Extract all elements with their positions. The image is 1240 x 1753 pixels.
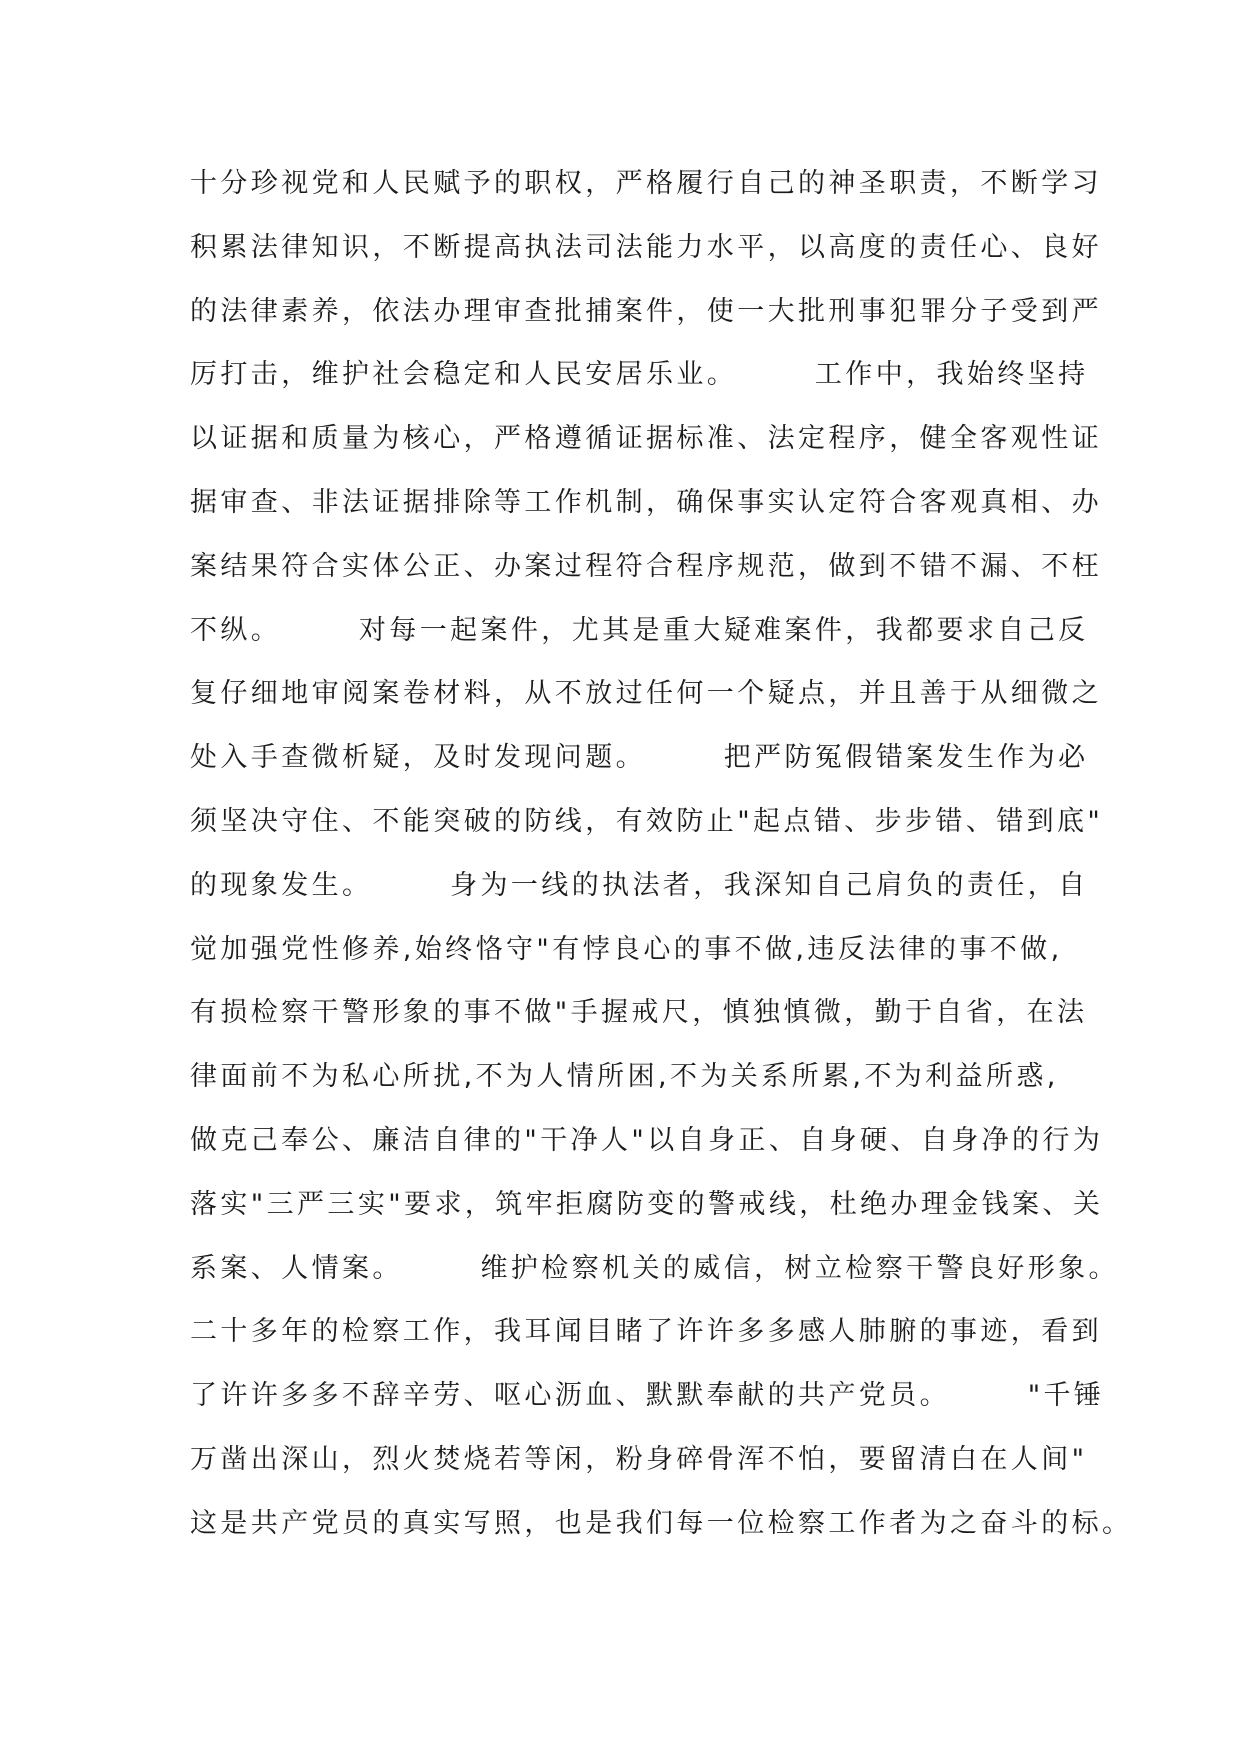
text-line-2: 积累法律知识，不断提高执法司法能力水平，以高度的责任心、良好 — [190, 231, 1102, 263]
text-line-3: 的法律素养，依法办理审查批捕案件，使一大批刑事犯罪分子受到严 — [190, 295, 1102, 327]
text-line-10: 处入手查微析疑，及时发现问题。 把严防冤假错案发生作为必 — [190, 742, 1089, 774]
text-line-14: 有损检察干警形象的事不做"手握戒尺，慎独慎微，勤于自省，在法 — [190, 997, 1088, 1029]
text-line-22: 这是共产党员的真实写照，也是我们每一位检察工作者为之奋斗的标。 — [190, 1507, 1133, 1539]
text-line-4: 厉打击，维护社会稳定和人民安居乐业。 工作中，我始终坚持 — [190, 359, 1089, 391]
text-line-12: 的现象发生。 身为一线的执法者，我深知自己肩负的责任，自 — [190, 869, 1089, 901]
text-line-7: 案结果符合实体公正、办案过程符合程序规范，做到不错不漏、不枉 — [190, 550, 1102, 582]
text-line-8: 不纵。 对每一起案件，尤其是重大疑难案件，我都要求自己反 — [190, 614, 1089, 646]
text-line-19: 二十多年的检察工作，我耳闻目睹了许许多多感人肺腑的事迹，看到 — [190, 1316, 1102, 1348]
text-line-9: 复仔细地审阅案卷材料，从不放过任何一个疑点，并且善于从细微之 — [190, 678, 1102, 710]
text-line-13: 觉加强党性修养,始终恪守"有悖良心的事不做,违反法律的事不做, — [190, 933, 1063, 965]
text-line-11: 须坚决守住、不能突破的防线，有效防止"起点错、步步错、错到底" — [190, 805, 1104, 837]
text-line-15: 律面前不为私心所扰,不为人情所困,不为关系所累,不为利益所惑, — [190, 1061, 1059, 1093]
text-line-17: 落实"三严三实"要求，筑牢拒腐防变的警戒线，杜绝办理金钱案、关 — [190, 1188, 1104, 1220]
text-line-1: 十分珍视党和人民赋予的职权，严格履行自己的神圣职责，不断学习 — [190, 168, 1102, 199]
text-line-20: 了许许多多不辞辛劳、呕心沥血、默默奉献的共产党员。 "千锤 — [190, 1380, 1105, 1412]
text-line-18: 系案、人情案。 维护检察机关的威信，树立检察干警良好形象。 — [190, 1252, 1119, 1284]
text-line-5: 以证据和质量为核心，严格遵循证据标准、法定程序，健全客观性证 — [190, 423, 1102, 455]
text-line-21: 万凿出深山，烈火焚烧若等闲，粉身碎骨浑不怕，要留清白在人间" — [190, 1443, 1088, 1475]
text-line-6: 据审查、非法证据排除等工作机制，确保事实认定符合客观真相、办 — [190, 486, 1102, 518]
body-text — [190, 152, 1133, 1556]
text-line-16: 做克己奉公、廉洁自律的"干净人"以自身正、自身硬、自身净的行为 — [190, 1124, 1104, 1156]
